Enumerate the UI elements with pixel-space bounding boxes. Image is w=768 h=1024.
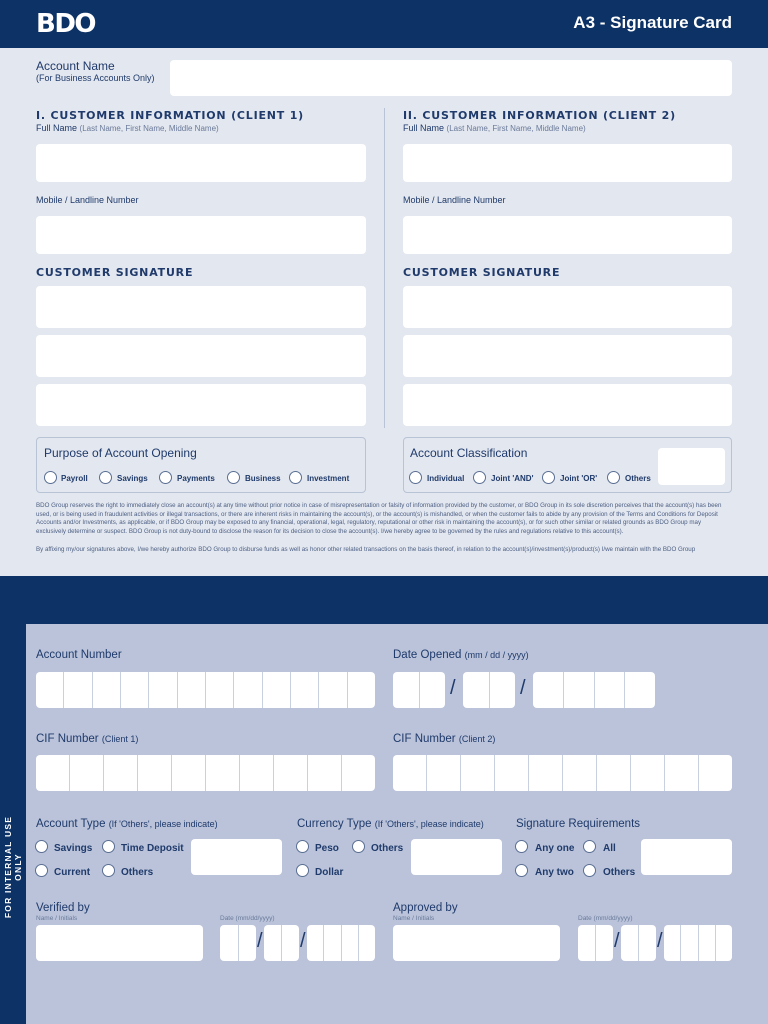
page-title: A3 - Signature Card [573,13,732,32]
date-slash: / [450,677,456,699]
purpose-box [36,437,366,493]
acct-time-deposit-radio[interactable] [102,840,115,853]
bdo-logo: BDO [36,9,96,39]
client2-signature-box-3[interactable] [403,384,732,426]
date-opened-label [393,649,529,661]
client2-signature-heading: CUSTOMER SIGNATURE [403,266,561,279]
client1-mobile-field[interactable] [36,216,366,254]
client2-fullname-label [403,123,586,133]
client1-heading: I. CUSTOMER INFORMATION (CLIENT 1) [36,109,305,122]
acct-current-radio[interactable] [35,864,48,877]
client2-signature-box-1[interactable] [403,286,732,328]
acct-others-radio[interactable] [102,864,115,877]
internal-use-side-label [2,800,24,930]
cif1-text: CIF Number [36,733,99,745]
date-slash: / [257,930,263,952]
verified-by-label: Verified by [36,902,90,914]
client1-fullname-field[interactable] [36,144,366,182]
approved-date-mm[interactable] [578,925,613,961]
sig-all-radio[interactable] [583,840,596,853]
date-opened-dd[interactable] [463,672,515,708]
sig-any-two-radio[interactable] [515,864,528,877]
account-number-cells[interactable] [36,672,375,708]
page-header [0,0,768,48]
client1-signature-box-2[interactable] [36,335,366,377]
currency-type-note: (If 'Others', please indicate) [374,819,484,829]
account-number-label: Account Number [36,649,122,661]
class-others-field[interactable] [658,448,725,485]
approved-date-caption: Date (mm/dd/yyyy) [578,915,633,922]
verified-date-mm[interactable] [220,925,256,961]
sig-others-label: Others [603,867,636,878]
customer-section [0,48,768,576]
sig-any-one-radio[interactable] [515,840,528,853]
client2-fullname-field[interactable] [403,144,732,182]
date-opened-yyyy[interactable] [533,672,655,708]
acct-others-field[interactable] [191,839,282,875]
cur-others-label: Others [371,843,404,854]
sig-req-label: Signature Requirements [516,818,641,830]
class-joint-or-radio[interactable] [542,471,555,484]
date-opened-format: (mm / dd / yyyy) [464,650,529,660]
client1-signature-box-3[interactable] [36,384,366,426]
verified-name-field[interactable] [36,925,203,961]
approved-date-yyyy[interactable] [664,925,732,961]
cif2-text: CIF Number [393,733,456,745]
cur-peso-radio[interactable] [296,840,309,853]
cif1-note: (Client 1) [101,734,139,744]
cif1-cells[interactable] [36,755,375,791]
client2-signature-box-2[interactable] [403,335,732,377]
approved-name-caption: Name / Initials [393,915,435,922]
purpose-investment-radio[interactable] [289,471,302,484]
classification-box [403,437,732,493]
purpose-business-radio[interactable] [227,471,240,484]
sig-any-one-label: Any one [535,843,575,854]
class-joint-and-label: Joint 'AND' [491,474,534,483]
date-slash: / [657,930,663,952]
sig-all-label: All [603,843,616,854]
cur-dollar-label: Dollar [315,867,344,878]
column-divider [384,108,385,428]
client2-heading: II. CUSTOMER INFORMATION (CLIENT 2) [403,109,676,122]
class-others-label: Others [625,474,651,483]
purpose-payroll-label: Payroll [61,474,88,483]
client2-mobile-field[interactable] [403,216,732,254]
date-opened-text: Date Opened [393,649,462,661]
sig-others-radio[interactable] [583,864,596,877]
class-joint-or-label: Joint 'OR' [560,474,598,483]
date-opened-mm[interactable] [393,672,445,708]
classification-title: Account Classification [410,446,528,460]
client1-mobile-label: Mobile / Landline Number [36,195,139,205]
acct-others-label: Others [121,867,154,878]
account-name-sublabel: (For Business Accounts Only) [36,73,155,83]
approved-name-field[interactable] [393,925,560,961]
purpose-payroll-radio[interactable] [44,471,57,484]
verified-date-caption: Date (mm/dd/yyyy) [220,915,275,922]
client1-fullname-text: Full Name [36,123,78,133]
acct-savings-label: Savings [54,843,93,854]
purpose-savings-label: Savings [117,474,148,483]
client2-mobile-label: Mobile / Landline Number [403,195,506,205]
cur-dollar-radio[interactable] [296,864,309,877]
currency-type-text: Currency Type [297,818,372,830]
currency-type-label [297,818,484,830]
verified-date-dd[interactable] [264,925,299,961]
acct-savings-radio[interactable] [35,840,48,853]
client1-signature-heading: CUSTOMER SIGNATURE [36,266,194,279]
client1-fullname-hint: (Last Name, First Name, Middle Name) [79,124,219,133]
disclaimer-text: BDO Group reserves the right to immediately close an account(s) at any time without prior notice in case of misrepresentation or falsity of information provided by the customer, or BDO Group in its sole discretion perceives that the account(s) has been used, or is being used in fraudulent activities or illegal transactions, or there are inherent risks in maintaining the account(s), or the account(s) is mishandled, or when the customer fails to abide by any provision of the Terms and Conditions for Deposit Accounts and/or Investments, as applicable, or if BDO Group may be exposed to any financial, operational, legal, regulatory, reputational or other risk in maintaining the account(s), or for such other similar or related grounds as BDO Group may exclusively determine or suspect. BDO Group is not duty-bound to disclose the reason for its decision to close the account(s). I/we hereby agree to be governed by the rules and regulations relative to this account(s). [36,502,722,535]
class-individual-label: Individual [427,474,465,483]
account-type-note: (If 'Others', please indicate) [108,819,218,829]
cur-others-radio[interactable] [352,840,365,853]
date-slash: / [300,930,306,952]
client2-fullname-hint: (Last Name, First Name, Middle Name) [446,124,586,133]
class-joint-and-radio[interactable] [473,471,486,484]
approved-by-label: Approved by [393,902,458,914]
cif2-label [393,733,495,745]
purpose-title: Purpose of Account Opening [44,446,197,460]
class-others-radio[interactable] [607,471,620,484]
account-type-text: Account Type [36,818,106,830]
account-name-field[interactable] [170,60,732,96]
verified-date-yyyy[interactable] [307,925,375,961]
purpose-investment-label: Investment [307,474,350,483]
cur-peso-label: Peso [315,843,339,854]
date-slash: / [520,677,526,699]
internal-use-text: FOR INTERNAL USE ONLY [3,815,23,919]
client1-fullname-label [36,123,219,133]
client2-fullname-text: Full Name [403,123,445,133]
verified-name-caption: Name / Initials [36,915,78,922]
cif2-cells[interactable] [393,755,732,791]
purpose-business-label: Business [245,474,281,483]
purpose-payments-label: Payments [177,474,215,483]
class-individual-radio[interactable] [409,471,422,484]
sig-any-two-label: Any two [535,867,574,878]
sig-others-field[interactable] [641,839,732,875]
acct-time-deposit-label: Time Deposit [121,843,184,854]
cif2-note: (Client 2) [458,734,496,744]
authorization-text: By affixing my/our signatures above, I/we hereby authorize BDO Group to disburse funds as well as honor other related transactions on the basis thereof, in relation to the account(s)/investment(s)/product(s) I/we maintain with the BDO Group [36,546,696,553]
purpose-payments-radio[interactable] [159,471,172,484]
date-slash: / [614,930,620,952]
account-type-label [36,818,218,830]
cur-others-field[interactable] [411,839,502,875]
approved-date-dd[interactable] [621,925,656,961]
acct-current-label: Current [54,867,91,878]
client1-signature-box-1[interactable] [36,286,366,328]
cif1-label [36,733,138,745]
account-name-label: Account Name [36,59,115,73]
purpose-savings-radio[interactable] [99,471,112,484]
